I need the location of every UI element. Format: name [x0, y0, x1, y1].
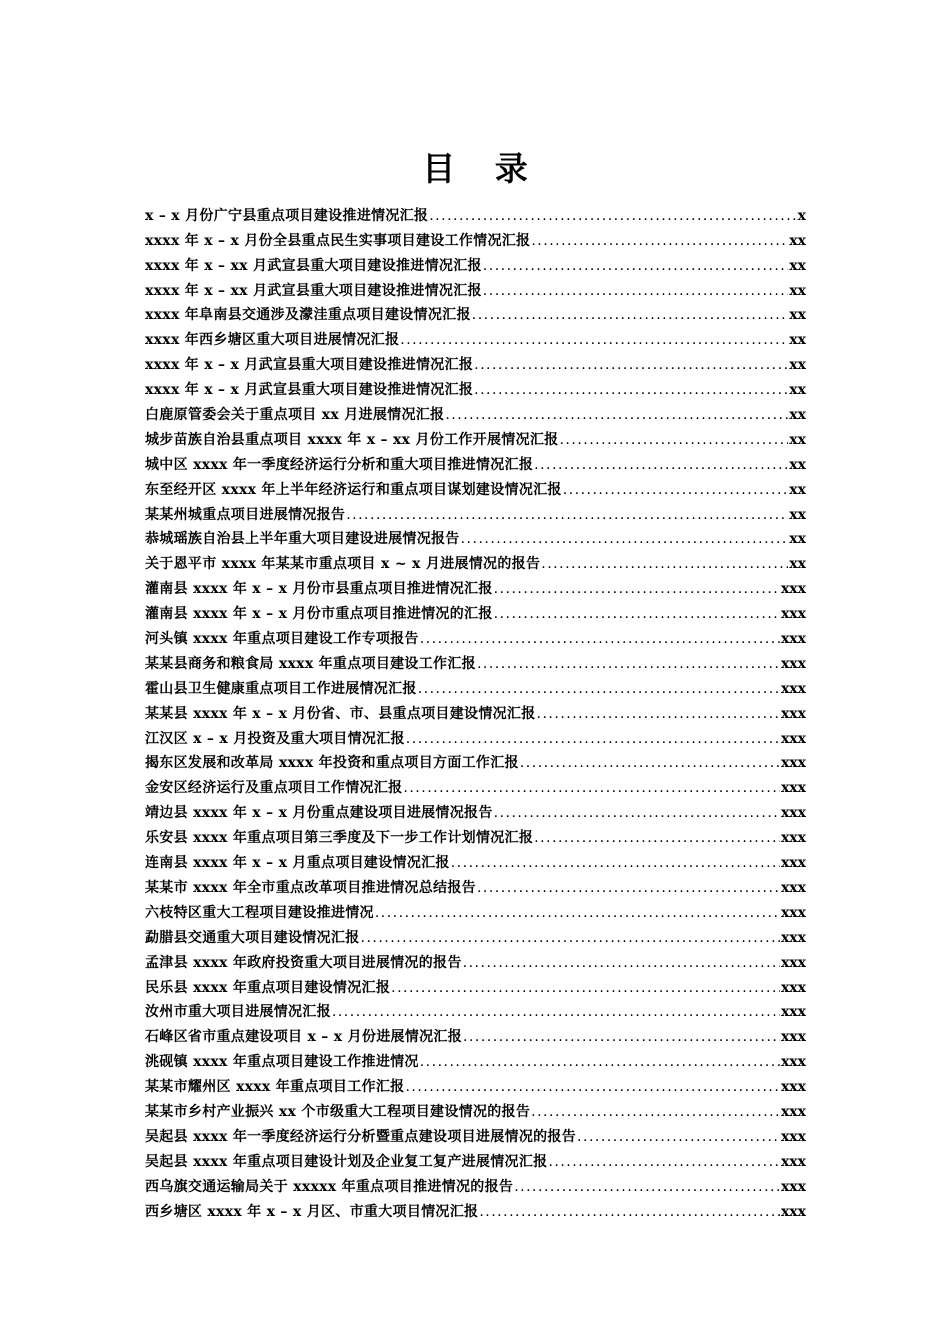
toc-entry[interactable] [145, 300, 806, 325]
toc-dot-leader [534, 456, 788, 474]
toc-dot-leader [403, 779, 780, 797]
toc-entry-title: xxxx 年 x – x 月份全县重点民生实事项目建设工作情况汇报 [145, 232, 531, 249]
toc-entry[interactable] [145, 748, 806, 773]
toc-page-number: xxx [780, 1079, 806, 1096]
toc-entry[interactable] [145, 1196, 806, 1221]
toc-page-number: xxx [780, 830, 806, 847]
toc-page-number: xxx [780, 705, 806, 722]
toc-dot-leader [477, 655, 780, 673]
toc-dot-leader [577, 1128, 780, 1146]
toc-entry-title: 恭城瑶族自治县上半年重大项目建设进展情况报告 [145, 531, 460, 548]
toc-entry[interactable] [145, 972, 806, 997]
toc-page-number: xx [789, 307, 806, 324]
toc-dot-leader [346, 506, 788, 524]
toc-entry-title: 六枝特区重大工程项目建设推进情况 [145, 904, 374, 921]
toc-page-number: xx [789, 407, 806, 424]
toc-page-number: xx [789, 257, 806, 274]
toc-entry[interactable] [145, 772, 806, 797]
toc-entry-title: xxxx 年 x – xx 月武宣县重大项目建设推进情况汇报 [145, 257, 482, 274]
toc-page-number: x [797, 207, 806, 224]
toc-dot-leader [548, 1153, 780, 1171]
toc-page-number: xxx [780, 979, 806, 996]
toc-page-number: xx [789, 556, 806, 573]
toc-entry[interactable] [145, 673, 806, 698]
toc-entry-title: 某某市乡村产业振兴 xx 个市级重大工程项目建设情况的报告 [145, 1103, 531, 1120]
toc-entry[interactable] [145, 1096, 806, 1121]
toc-page-number: xxx [780, 1103, 806, 1120]
toc-entry-title: 汝州市重大项目进展情况汇报 [145, 1004, 331, 1021]
toc-page-number: xxx [780, 581, 806, 598]
toc-dot-leader [375, 904, 780, 922]
toc-entry-title: 揭东区发展和改革局 xxxx 年投资和重点项目方面工作汇报 [145, 755, 519, 772]
toc-entry-title: 某某县商务和粮食局 xxxx 年重点项目建设工作汇报 [145, 655, 476, 672]
toc-dot-leader [534, 829, 780, 847]
toc-dot-leader [420, 1053, 780, 1071]
toc-entry[interactable] [145, 349, 806, 374]
toc-entry[interactable] [145, 524, 806, 549]
toc-entry-title: 石峰区省市重点建设项目 x – x 月份进展情况汇报 [145, 1029, 462, 1046]
toc-page-number: xxx [780, 1203, 806, 1220]
toc-entry-title: 灌南县 xxxx 年 x – x 月份市重点项目推进情况的汇报 [145, 606, 493, 623]
toc-page-number: xx [789, 382, 806, 399]
toc-page-number: xx [789, 531, 806, 548]
toc-entry-title: 乐安县 xxxx 年重点项目第三季度及下一步工作计划情况汇报 [145, 830, 534, 847]
toc-entry[interactable] [145, 250, 806, 275]
toc-entry[interactable] [145, 997, 806, 1022]
toc-page-number: xxx [780, 879, 806, 896]
table-of-contents [145, 200, 806, 1221]
toc-entry-title: 孟津县 xxxx 年政府投资重大项目进展情况的报告 [145, 954, 462, 971]
toc-entry[interactable] [145, 449, 806, 474]
toc-entry-title: 某某州城重点项目进展情况报告 [145, 506, 346, 523]
toc-entry-title: 吴起县 xxxx 年重点项目建设计划及企业复工复产进展情况汇报 [145, 1153, 548, 1170]
toc-page-number: xxx [780, 1004, 806, 1021]
toc-page-number: xxx [780, 855, 806, 872]
toc-dot-leader [445, 406, 788, 424]
page-title: 目 录 [422, 149, 542, 188]
toc-entry[interactable] [145, 623, 806, 648]
toc-dot-leader [472, 306, 789, 324]
toc-entry[interactable] [145, 648, 806, 673]
toc-entry[interactable] [145, 847, 806, 872]
toc-page-number: xxx [780, 780, 806, 797]
toc-page-number: xx [789, 357, 806, 374]
toc-entry[interactable] [145, 275, 806, 300]
toc-dot-leader [361, 929, 780, 947]
toc-entry-title: xxxx 年西乡塘区重大项目进展情况汇报 [145, 332, 400, 349]
toc-page-number: xx [789, 481, 806, 498]
toc-entry[interactable] [145, 1146, 806, 1171]
toc-entry-title: 连南县 xxxx 年 x – x 月重点项目建设情况汇报 [145, 855, 450, 872]
toc-dot-leader [332, 1003, 780, 1021]
toc-entry-title: 白鹿原管委会关于重点项目 xx 月进展情况汇报 [145, 407, 445, 424]
toc-page-number: xx [789, 506, 806, 523]
toc-entry[interactable] [145, 374, 806, 399]
toc-page-number: xxx [780, 680, 806, 697]
toc-dot-leader [477, 879, 780, 897]
toc-dot-leader [479, 1203, 780, 1221]
toc-entry[interactable] [145, 324, 806, 349]
toc-dot-leader [483, 282, 789, 300]
toc-entry-title: 西乌旗交通运输局关于 xxxxx 年重点项目推进情况的报告 [145, 1178, 514, 1195]
toc-entry-title: 某某市 xxxx 年全市重点改革项目推进情况总结报告 [145, 879, 476, 896]
toc-page-number: xxx [780, 730, 806, 747]
toc-dot-leader [463, 954, 780, 972]
toc-entry[interactable] [145, 822, 806, 847]
toc-page-number: xxx [780, 631, 806, 648]
toc-dot-leader [406, 730, 780, 748]
toc-entry-title: 东至经开区 xxxx 年上半年经济运行和重点项目谋划建设情况汇报 [145, 481, 562, 498]
toc-entry[interactable] [145, 548, 806, 573]
toc-dot-leader [537, 705, 780, 723]
toc-entry[interactable] [145, 499, 806, 524]
toc-dot-leader [400, 331, 788, 349]
toc-page-number: xxx [780, 1128, 806, 1145]
toc-page-number: xxx [780, 755, 806, 772]
toc-page-number: xx [789, 332, 806, 349]
toc-dot-leader [474, 356, 788, 374]
toc-entry[interactable] [145, 1071, 806, 1096]
toc-entry[interactable] [145, 698, 806, 723]
toc-page-number: xxx [780, 904, 806, 921]
toc-dot-leader [541, 555, 788, 573]
toc-dot-leader [429, 207, 796, 225]
toc-dot-leader [494, 580, 780, 598]
toc-dot-leader [420, 630, 780, 648]
toc-entry[interactable] [145, 947, 806, 972]
toc-dot-leader [494, 804, 780, 822]
toc-dot-leader [531, 1103, 780, 1121]
toc-entry[interactable] [145, 797, 806, 822]
toc-dot-leader [391, 979, 780, 997]
toc-entry[interactable] [145, 424, 806, 449]
toc-entry-title: 城中区 xxxx 年一季度经济运行分析和重大项目推进情况汇报 [145, 456, 534, 473]
toc-entry[interactable] [145, 723, 806, 748]
toc-entry-title: 民乐县 xxxx 年重点项目建设情况汇报 [145, 979, 391, 996]
toc-entry-title: x – x 月份广宁县重点项目建设推进情况汇报 [145, 207, 429, 224]
toc-page-number: xxx [780, 1054, 806, 1071]
toc-page-number: xxx [780, 929, 806, 946]
toc-dot-leader [451, 854, 780, 872]
toc-entry-title: 吴起县 xxxx 年一季度经济运行分析暨重点建设项目进展情况的报告 [145, 1128, 577, 1145]
toc-dot-leader [474, 381, 788, 399]
toc-entry-title: 城步苗族自治县重点项目 xxxx 年 x – xx 月份工作开展情况汇报 [145, 431, 559, 448]
toc-dot-leader [461, 530, 789, 548]
toc-page-number: xxx [780, 606, 806, 623]
toc-entry[interactable] [145, 872, 806, 897]
toc-entry-title: 勐腊县交通重大项目建设情况汇报 [145, 929, 360, 946]
toc-entry[interactable] [145, 1171, 806, 1196]
toc-entry-title: xxxx 年 x – xx 月武宣县重大项目建设推进情况汇报 [145, 282, 482, 299]
toc-page-number: xxx [780, 1029, 806, 1046]
toc-dot-leader [531, 232, 788, 250]
toc-entry-title: 西乡塘区 xxxx 年 x – x 月区、市重大项目情况汇报 [145, 1203, 479, 1220]
toc-entry[interactable] [145, 598, 806, 623]
toc-entry[interactable] [145, 200, 806, 225]
toc-entry-title: 河头镇 xxxx 年重点项目建设工作专项报告 [145, 631, 419, 648]
toc-dot-leader [559, 431, 788, 449]
toc-page-number: xxx [780, 1178, 806, 1195]
toc-entry-title: 关于恩平市 xxxx 年某某市重点项目 x ~ x 月进展情况的报告 [145, 556, 541, 573]
toc-dot-leader [483, 257, 789, 275]
toc-entry[interactable] [145, 897, 806, 922]
toc-entry[interactable] [145, 399, 806, 424]
toc-entry-title: 洮砚镇 xxxx 年重点项目建设工作推进情况 [145, 1054, 419, 1071]
toc-entry-title: 灌南县 xxxx 年 x – x 月份市县重点项目推进情况汇报 [145, 581, 493, 598]
toc-dot-leader [563, 481, 789, 499]
toc-entry[interactable] [145, 225, 806, 250]
toc-dot-leader [520, 754, 780, 772]
toc-page-number: xxx [780, 1153, 806, 1170]
toc-dot-leader [405, 1078, 780, 1096]
toc-entry[interactable] [145, 922, 806, 947]
toc-entry-title: xxxx 年 x – x 月武宣县重大项目建设推进情况汇报 [145, 357, 474, 374]
toc-page-number: xx [789, 431, 806, 448]
toc-entry-title: 霍山县卫生健康重点项目工作进展情况汇报 [145, 680, 417, 697]
toc-page-number: xxx [780, 655, 806, 672]
toc-entry-title: 江汉区 x – x 月投资及重大项目情况汇报 [145, 730, 405, 747]
toc-page-number: xxx [780, 805, 806, 822]
toc-dot-leader [514, 1178, 780, 1196]
toc-entry-title: 靖边县 xxxx 年 x – x 月份重点建设项目进展情况报告 [145, 805, 493, 822]
toc-page-number: xx [789, 232, 806, 249]
toc-entry[interactable] [145, 474, 806, 499]
toc-entry-title: xxxx 年 x – x 月武宣县重大项目建设推进情况汇报 [145, 382, 474, 399]
toc-entry[interactable] [145, 1121, 806, 1146]
toc-dot-leader [494, 605, 780, 623]
toc-page-number: xx [789, 282, 806, 299]
toc-entry-title: 金安区经济运行及重点项目工作情况汇报 [145, 780, 403, 797]
toc-entry[interactable] [145, 1046, 806, 1071]
toc-entry-title: 某某县 xxxx 年 x – x 月份省、市、县重点项目建设情况汇报 [145, 705, 536, 722]
toc-dot-leader [463, 1028, 780, 1046]
toc-entry-title: 某某市耀州区 xxxx 年重点项目工作汇报 [145, 1079, 405, 1096]
toc-page-number: xxx [780, 954, 806, 971]
toc-entry-title: xxxx 年阜南县交通涉及濛洼重点项目建设情况汇报 [145, 307, 471, 324]
toc-page-number: xx [789, 456, 806, 473]
toc-entry[interactable] [145, 1021, 806, 1046]
toc-entry[interactable] [145, 573, 806, 598]
toc-dot-leader [418, 680, 780, 698]
